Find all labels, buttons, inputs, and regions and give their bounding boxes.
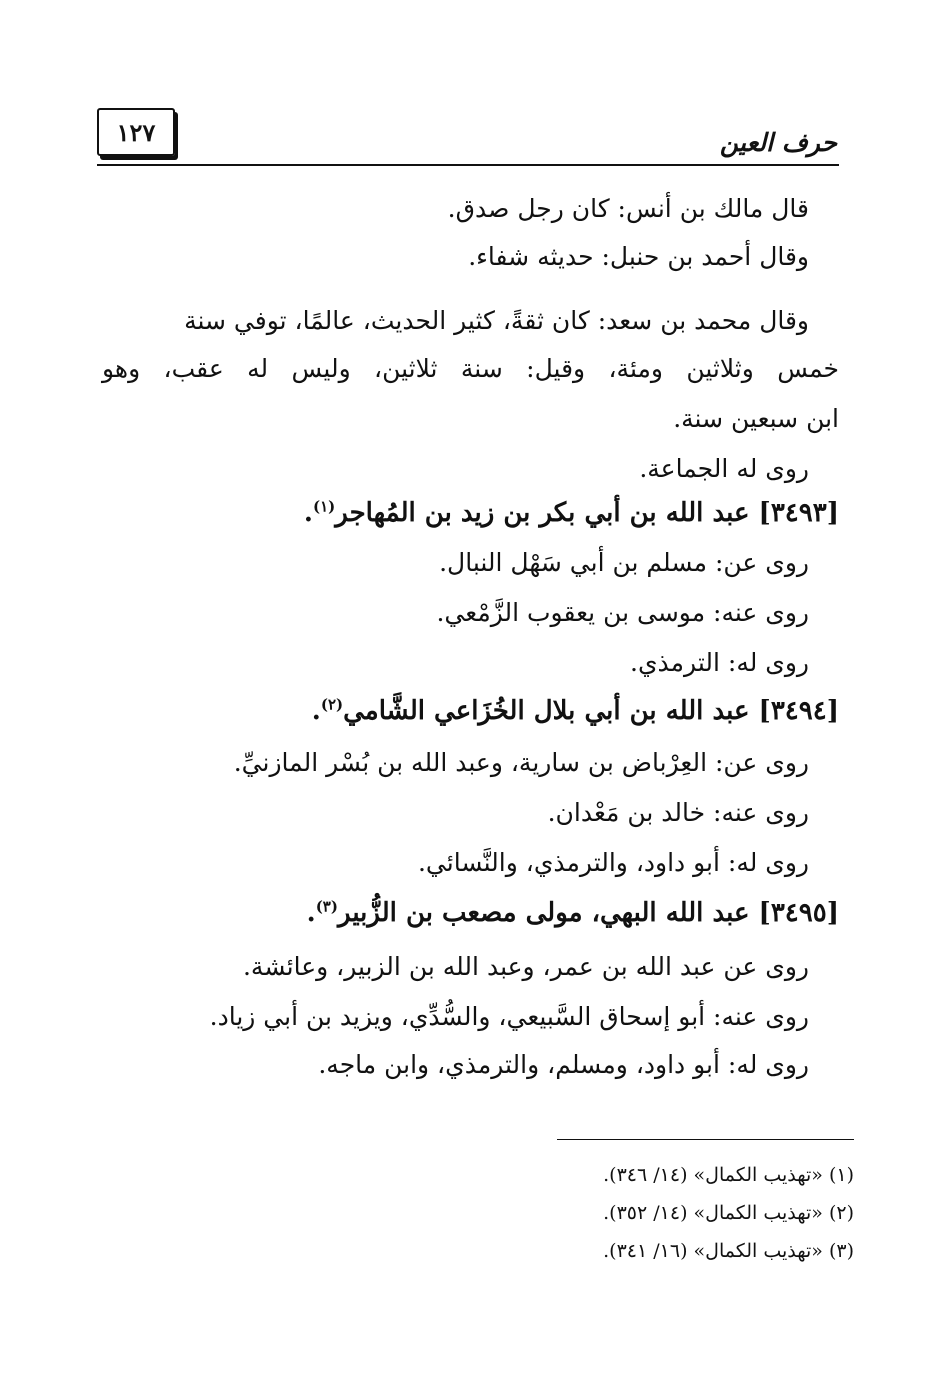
entry-title: [٣٤٩٥] عبد الله البهي، مولى مصعب بن الزُّبير: [337, 898, 839, 928]
text-line: ابن سبعين سنة.: [673, 404, 839, 433]
text-line: روى له الجماعة.: [639, 454, 809, 483]
text-line: روى عن عبد الله بن عمر، وعبد الله بن الزبير، وعائشة.: [242, 952, 809, 981]
text-line: وقال محمد بن سعد: كان ثقةً، كثير الحديث، عالمًا، توفي سنة: [184, 306, 809, 335]
text-line: روى عنه: أبو إسحاق السَّبيعي، والسُّدِّي، ويزيد بن أبي زياد.: [209, 1002, 809, 1031]
text-line: روى له: أبو داود، ومسلم، والترمذي، وابن ماجه.: [318, 1050, 809, 1079]
header-rule: [97, 164, 839, 166]
page-number: ١٢٧: [116, 117, 156, 147]
text-line: روى له: أبو داود، والترمذي، والنَّسائي.: [417, 848, 809, 877]
text-line: روى له: الترمذي.: [630, 648, 809, 677]
running-title: حرف العين: [719, 128, 837, 157]
page-number-box: [97, 108, 175, 156]
footnote-rule: [557, 1139, 854, 1140]
text-line: روى عن: مسلم بن أبي سَهْل النبال.: [439, 548, 809, 577]
entry-heading: [٣٤٩٤] عبد الله بن أبي بلال الخُزَاعي الشَّامي$^{(٢)}$.: [311, 695, 839, 726]
footnotes: [603, 1156, 854, 1270]
entry-heading: [٣٤٩٥] عبد الله البهي، مولى مصعب بن الزُّبير$^{(٣)}$.: [306, 897, 839, 928]
page-header: [97, 108, 839, 168]
text-line: روى عنه: موسى بن يعقوب الزَّمْعي.: [436, 598, 809, 627]
entry-title: [٣٤٩٣] عبد الله بن أبي بكر بن زيد بن المُهاجر: [335, 498, 839, 528]
text-line: خمس وثلاثين ومئة، وقيل: سنة ثلاثين، وليس له عقب، وهو: [102, 354, 839, 383]
footnote-ref: (٣): [315, 897, 338, 916]
entry-title: [٣٤٩٤] عبد الله بن أبي بلال الخُزَاعي الشَّامي: [343, 696, 839, 726]
footnote-ref: (٢): [320, 695, 344, 714]
text-line: وقال أحمد بن حنبل: حديثه شفاء.: [468, 242, 809, 271]
text-line: قال مالك بن أنس: كان رجل صدق.: [447, 194, 809, 223]
footnote: (١) «تهذيب الكمال» (١٤/ ٣٤٦).: [603, 1164, 854, 1186]
footnote-ref: (١): [312, 497, 336, 516]
entry-heading: [٣٤٩٣] عبد الله بن أبي بكر بن زيد بن المُهاجر$^{(١)}$.: [303, 497, 839, 528]
footnote: (٢) «تهذيب الكمال» (١٤/ ٣٥٢).: [603, 1202, 854, 1224]
footnote: (٣) «تهذيب الكمال» (١٦/ ٣٤١).: [603, 1240, 854, 1262]
text-line: روى عنه: خالد بن مَعْدان.: [547, 798, 809, 827]
text-line: روى عن: العِرْباض بن سارية، وعبد الله بن بُسْر المازنيِّ.: [233, 748, 809, 777]
